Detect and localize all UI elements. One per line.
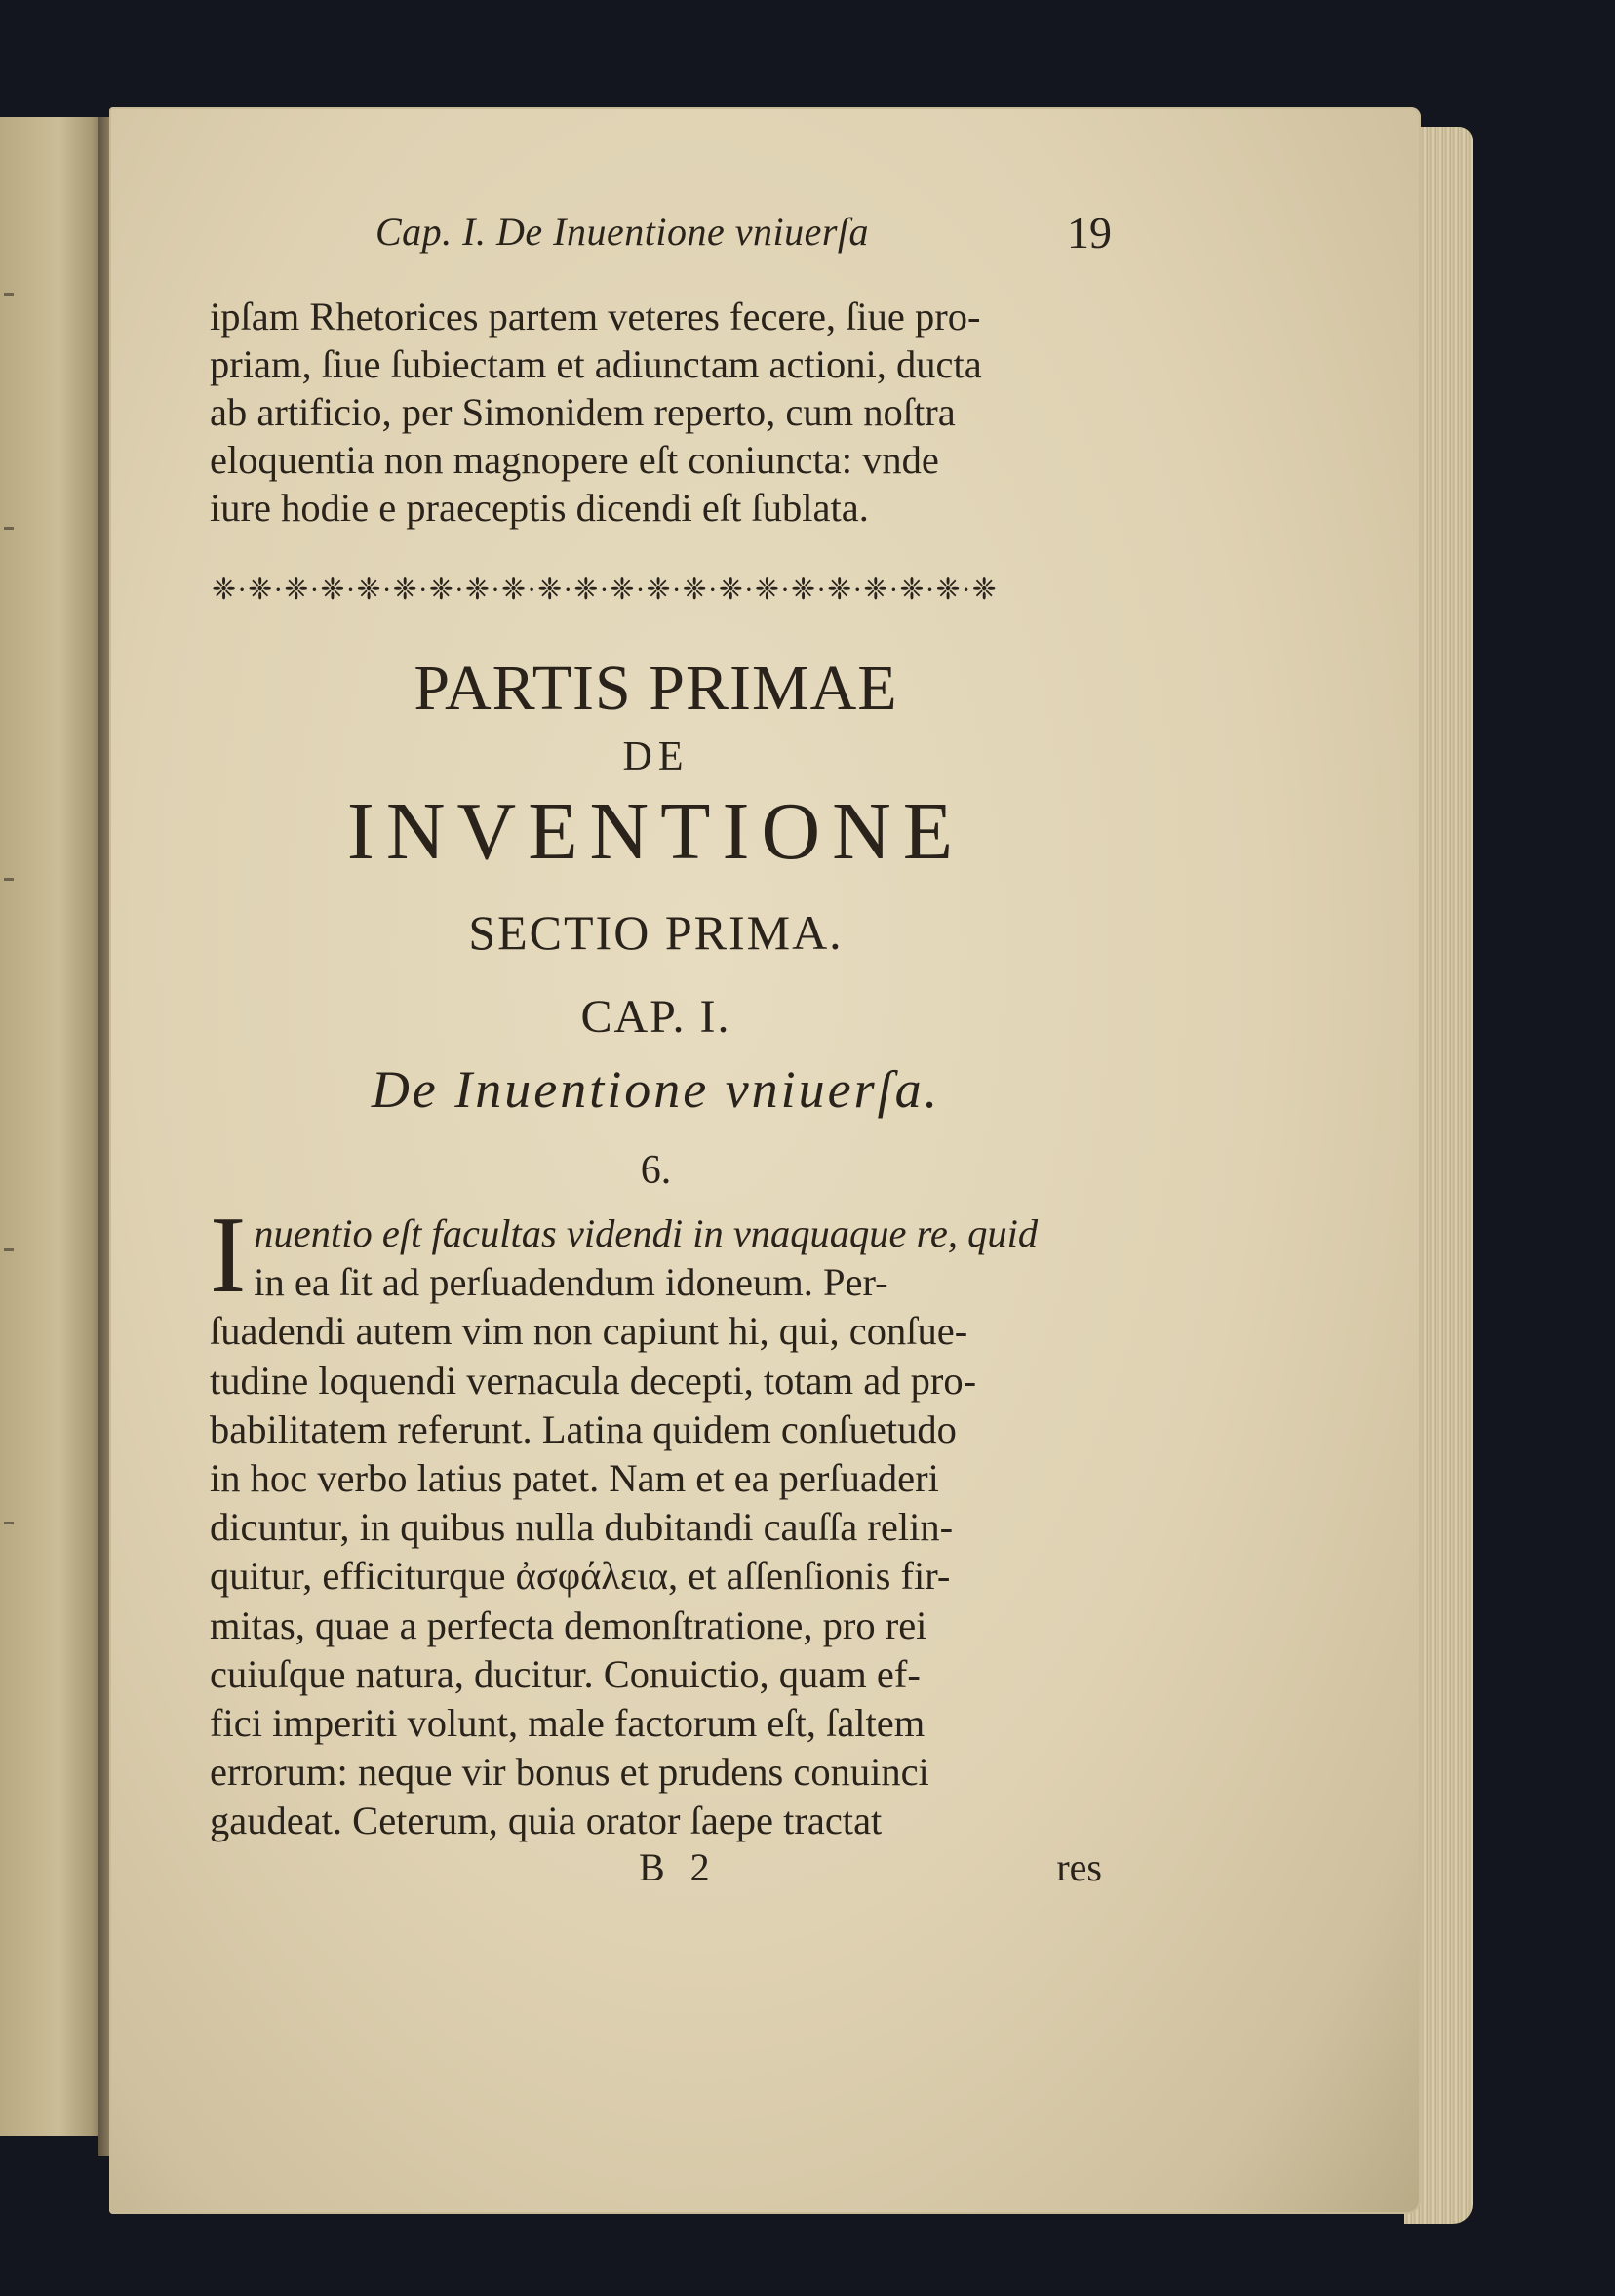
part-heading: PARTIS PRIMAE [414,653,898,724]
facing-page-mark [4,527,14,530]
text-line: quitur, efficiturque ἀσφάλεια, et aſſenſionis fir- [210,1554,951,1599]
intro-paragraph [210,293,1102,532]
facing-page-mark [4,878,14,881]
facing-page-mark [4,1248,14,1251]
text-line: cuiuſque natura, ducitur. Conuictio, quam ef- [210,1651,921,1696]
text-line: gaudeat. Ceterum, quia orator ſaepe tractat [210,1799,883,1843]
running-title: Cap. I. De Inuentione vniuerſa [375,210,869,254]
signature-mark: B 2 [639,1844,718,1889]
de-heading: DE [622,734,689,779]
text-line: mitas, quae a perfecta demonſtratione, pro rei [210,1603,927,1647]
text-line: ab artificio, per Simonidem reperto, cum noſtra [210,390,956,434]
ornament-rule: ❈·❈·❈·❈·❈·❈·❈·❈·❈·❈·❈·❈·❈·❈·❈·❈·❈·❈·❈·❈·❈·❈ [212,574,998,606]
facing-page-edge [0,117,107,2136]
facing-page-mark [4,1522,14,1524]
text-line: in ea ſit ad perſuadendum idoneum. Per- [254,1260,888,1305]
body-paragraph [210,1195,1102,1846]
chapter-title: De Inuentione vniuerſa. [371,1060,941,1119]
text-line: in hoc verbo latius patet. Nam et ea perſuaderi [210,1456,939,1501]
text-line: ſuadendi autem vim non capiunt hi, qui, conſue- [210,1309,968,1354]
text-line: ipſam Rhetorices partem veteres fecere, ſiue pro- [210,295,981,338]
facing-page-mark [4,293,14,296]
text-line: fici imperiti volunt, male factorum eſt, ſaltem [210,1701,926,1746]
text-line: iure hodie e praeceptis dicendi eſt ſublata. [210,486,869,530]
page-content [210,195,1112,1893]
page-footer [210,1844,1102,1893]
page-number: 19 [1067,208,1112,257]
body-text [210,1195,1102,1846]
text-line: dicuntur, in quibus nulla dubitandi cauſſa relin- [210,1505,954,1550]
inventione-heading: INVENTIONE [346,786,965,877]
text-line: babilitatem referunt. Latina quidem conſuetudo [210,1406,957,1451]
text-line: eloquentia non magnopere eſt coniuncta: vnde [210,438,939,482]
text-line: errorum: neque vir bonus et prudens conuinci [210,1750,929,1795]
drop-cap: I [210,1195,247,1316]
catchword: res [1056,1844,1102,1889]
text-line: tudine loquendi vernacula decepti, totam ad pro- [210,1358,977,1403]
text-line: priam, ſiue ſubiectam et adiunctam actioni, ducta [210,342,982,386]
section-number: 6. [640,1148,672,1193]
text-line: nuentio eſt facultas videndi in vnaquaque re, quid [254,1211,1039,1255]
chapter-heading: CAP. I. [580,991,731,1043]
running-head [210,195,1112,263]
section-heading: SECTIO PRIMA. [468,905,844,960]
